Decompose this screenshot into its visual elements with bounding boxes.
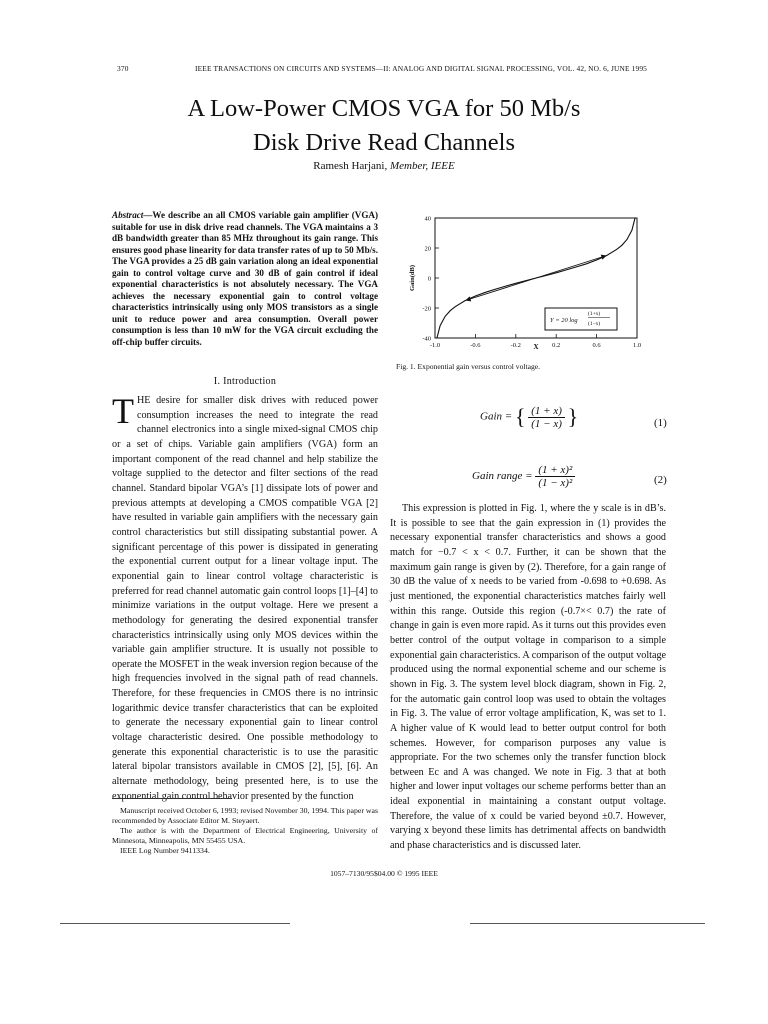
chart-series — [437, 218, 635, 338]
abstract-text: We describe an all CMOS variable gain amplifier (VGA) suitable for use in disk drive read channels. The VGA maintains a 3 dB bandwidth greater than 85 MHz throughout its gain range. This ensures good phase linearity for data transfer rates of up to 50 Mb/s. The VGA provides a 25 dB gain variation along an ideal exponential gain to control voltage curve and 30 dB of gain control if ideal exponential characteristics is not absolutely necessary. The VGA achieves the necessary exponential gain to control voltage characteristics intrinsically using only MOS transistors as a single unit to reduce power and area consumption. Overall power consumption is less than 10 mW for the VGA circuit excluding the off-chip buffer circuits. — [112, 210, 378, 348]
y-axis-label: Gain(dB) — [409, 264, 416, 292]
arrowhead-left — [465, 296, 471, 301]
x-tick-label: 0.2 — [552, 342, 561, 349]
y-tick-label: 40 — [424, 215, 431, 223]
eq2-number: (2) — [654, 474, 667, 486]
eq1-numerator: (1 + x) — [528, 405, 565, 418]
page-number: 370 — [117, 64, 129, 73]
chart-ticks — [409, 216, 641, 352]
title-line-2: Disk Drive Read Channels — [253, 129, 515, 156]
equation-1 — [480, 404, 578, 430]
footnote-rule — [112, 798, 232, 799]
eq2-numerator: (1 + x)² — [535, 464, 575, 477]
x-tick-label: 1.0 — [632, 342, 642, 349]
series-line-2 — [465, 256, 606, 301]
right-paragraph-1: This expression is plotted in Fig. 1, where the y scale is in dB’s. It is possible to see that the gain expression in (1) provides the necessary exponential transfer characteristics and shows a good match for −0.7 < x < 0.7. Further, it can be shown that the maximum gain range is given by (2). Therefore, for a gain range of 30 dB the value of x needs to be varied from -0.698 to +0.698. As just mentioned, the exponential characteristics matches fairly well within this range. Outside this region (-0.7×< 0.7) the rate of change in gain is even more rapid. As it turns out this provides even better control of the output voltage in comparison to a simple exponential gain characteristics. A comparison of the output voltage produced using the normal exponential scheme and our scheme is shown in Fig. 3. The system level block diagram, shown in Fig. 2, for the automatic gain control loop was used to obtain the voltages in Fig. 3. The value of error voltage amplification, K, was set to 1. A higher value of K would lead to better output control for both schemes. However, for comparison purposes any value is appropriate. For the two schemes only the transfer function block between Ec and A was changed. We note in Fig. 3 that at both higher and lower input voltages our scheme performs better than an ideal exponential in maintaining a constant output voltage. Therefore, the value of x could be varied beyond ±0.7. However, varying x beyond these limits has detrimental affects on bandwidth and phase characteristics and is discussed later. — [390, 503, 666, 852]
formula-box-den: (1−x) — [588, 321, 601, 327]
title-line-1: A Low-Power CMOS VGA for 50 Mb/s — [187, 95, 581, 122]
arrowhead-right — [601, 255, 607, 260]
figure-caption: Fig. 1. Exponential gain versus control voltage. — [396, 362, 541, 371]
footnote-manuscript: Manuscript received October 6, 1993; revised November 30, 1994. This paper was recommended by Associate Editor M. Steyaert. — [112, 806, 378, 825]
intro-paragraph — [112, 391, 378, 804]
copyright-line: 1057–7130/95$04.00 © 1995 IEEE — [330, 869, 438, 878]
formula-box — [545, 308, 617, 330]
equation-2 — [472, 464, 575, 489]
x-tick-label: 0.6 — [592, 342, 601, 349]
footnote-author: The author is with the Department of Electrical Engineering, University of Minnesota, Minneapolis, MN 55455 USA. — [112, 826, 378, 845]
footnote-log: IEEE Log Number 9411334. — [120, 846, 210, 855]
abstract-lead: Abstract— — [112, 210, 153, 220]
eq2-denominator: (1 − x)² — [538, 477, 573, 489]
y-tick-label: 0 — [427, 275, 431, 283]
author-name: Ramesh Harjani, — [313, 160, 388, 172]
author-affiliation: Member, IEEE — [389, 160, 455, 172]
abstract — [112, 210, 378, 349]
formula-box-num: (1+x) — [588, 311, 601, 317]
footnote — [112, 806, 378, 856]
y-tick-label: -40 — [422, 335, 431, 343]
formula-box-label: Y = 20 log — [550, 317, 578, 324]
intro-text: HE desire for smaller disk drives with reduced power consumption increases the need to integrate the read channel electronics into a single mixed-signal CMOS chip or a set of chips. Variable gain amplifiers (VGA) form an important component of the read channel and help stabilize the voltage supplied to the detector and filter sections of the read channel. Standard bipolar VGA’s [1] dissipate lots of power and previous attempts at developing a CMOS compatible VGA [2] have resulted in variable gain amplifiers with the necessary gain control characteristics but still dissipating substantial power. A significant percentage of this power is dissipated in generating the exponential current output for a linear voltage input. The exponential gain to linear control voltage characteristic is preferred for read channel automatic gain control loops [1]–[4] to minimize variations in the output voltage. Here we present a methodology for generating the desired exponential transfer characteristics intrinsically using only MOS devices within the variable gain amplifier structure. It is usually not possible to operate the MOSFET in the weak inversion region because of the high frequencies involved in the signal path of read channels. Therefore, for these frequencies in CMOS there is no intrinsic logarithmic device transfer characteristics that can be exploited to generate the necessary exponential gain to linear control voltage characteristic desired. One possible methodology to generate this exponential characteristic is to use the parasitic lateral bipolar transistors available in CMOS [2], [5], [6]. An alternate methodology, being presented here, is to use the exponential gain control behavior presented by the function — [112, 395, 378, 802]
right-column-text — [390, 502, 666, 854]
y-tick-label: -20 — [422, 305, 431, 313]
x-tick-label: -1.0 — [429, 342, 441, 349]
section-heading: I. Introduction — [213, 376, 277, 387]
eq1-fraction — [528, 405, 565, 430]
eq1-right-brace: } — [567, 404, 579, 429]
x-tick-label: -0.6 — [470, 342, 481, 349]
author-line — [0, 160, 768, 172]
eq1-denominator: (1 − x) — [531, 417, 562, 430]
figure-1-chart — [400, 208, 650, 358]
eq1-left-brace: { — [514, 404, 526, 429]
eq1-lhs: Gain = — [480, 410, 515, 423]
bottom-rule-left — [60, 923, 290, 924]
drop-cap: T — [112, 391, 134, 431]
eq2-lhs: Gain range = — [472, 470, 536, 483]
eq1-number: (1) — [654, 417, 667, 429]
x-tick-label: -0.2 — [510, 342, 521, 349]
bottom-rule-right — [470, 923, 705, 924]
eq2-fraction — [535, 464, 575, 489]
x-axis-label: X — [533, 343, 539, 351]
paper-title — [0, 92, 768, 160]
y-tick-label: 20 — [424, 245, 431, 253]
journal-header: IEEE TRANSACTIONS ON CIRCUITS AND SYSTEMS—II: ANALOG AND DIGITAL SIGNAL PROCESSING, VOL. 42, NO. 6, JUNE 1995 — [195, 64, 648, 73]
